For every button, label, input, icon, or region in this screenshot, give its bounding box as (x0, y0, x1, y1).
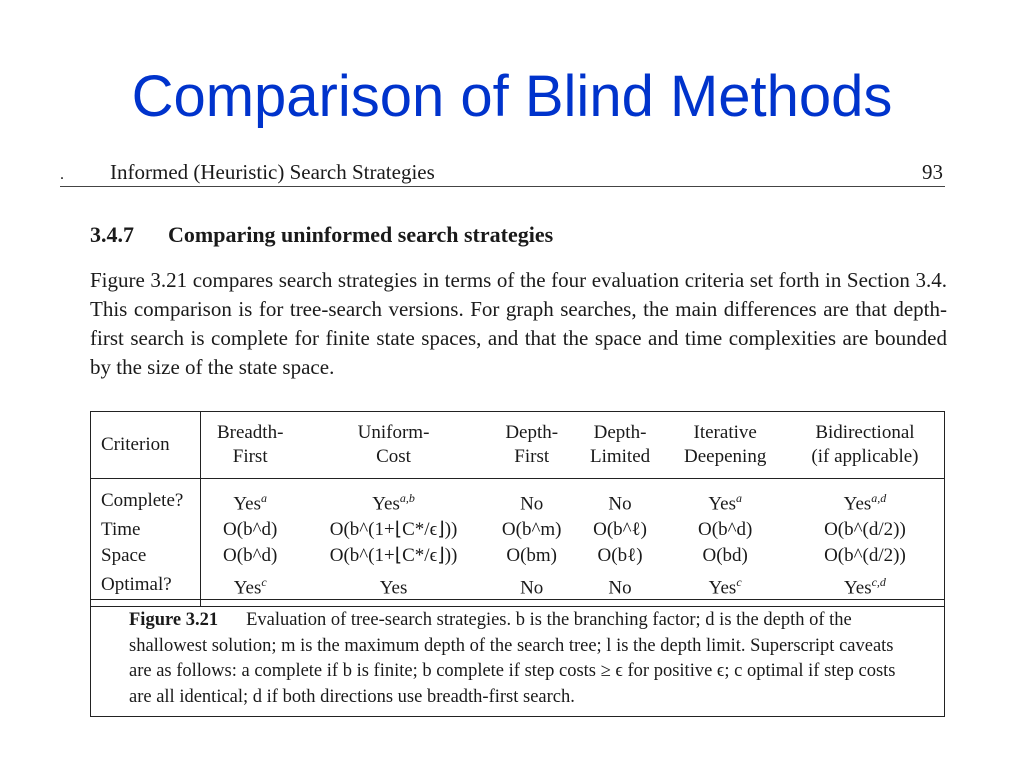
section-title: Comparing uninformed search strategies (168, 222, 554, 247)
table-cell: No (608, 493, 632, 515)
row-label: Space (91, 543, 201, 569)
table-cell: No (488, 569, 576, 606)
column-header: Depth- First (488, 412, 576, 479)
table-cell: O(b^ℓ) (593, 519, 647, 541)
table-row-time (91, 517, 944, 543)
table-row-space (91, 543, 944, 569)
body-paragraph: Figure 3.21 compares search strategies in terms of the four evaluation criteria set forth in Section 3.4. This comparison is for tree-search versions. For graph searches, the main differences are that depth-first search is complete for finite state spaces, and that the space and time complexities are bounded by the size of the state space. (90, 268, 947, 379)
table-cell: O(b^(1+⌊C*/ϵ⌋)) (329, 519, 458, 541)
table-cell: Yes$^a$ (233, 491, 267, 515)
running-head-title: Informed (Heuristic) Search Strategies (110, 160, 435, 184)
page-number: 93 (922, 160, 943, 184)
table-header-row (91, 412, 944, 479)
caption-text: Evaluation of tree-search strategies. b is the branching factor; d is the depth of the shallowest solution; m is the maximum depth of the search tree; l is the depth limit. Superscript caveats are as follows: a complete if b is finite; b complete if step costs ≥ ϵ for positive ϵ; c optimal if step costs are all identical; d if both directions use breadth-first search. (129, 610, 896, 707)
table-cell: Yes$^c$ (664, 569, 785, 606)
row-label: Complete? (91, 479, 201, 518)
table-cell: O(b^d) (223, 519, 278, 541)
column-header: Depth- Limited (576, 412, 665, 479)
section-heading (90, 222, 553, 248)
section-number: 3.4.7 (90, 222, 134, 247)
table-cell: Yes$^{a,d}$ (843, 491, 887, 515)
table-cell: No (520, 493, 544, 515)
table-cell: O(b^(d/2)) (824, 545, 906, 567)
table-cell: No (576, 569, 665, 606)
table-cell: Yes$^{c,d}$ (786, 569, 944, 606)
table-cell: Yes (299, 569, 487, 606)
table-cell: O(b^m) (501, 519, 562, 541)
running-head (60, 158, 945, 188)
table-row-complete (91, 479, 944, 518)
table-cell: O(b^d) (223, 545, 278, 567)
comparison-table (91, 412, 944, 607)
figure-caption (129, 608, 909, 710)
slide-title: Comparison of Blind Methods (131, 64, 893, 129)
table-cell: O(b^(1+⌊C*/ϵ⌋)) (329, 545, 458, 567)
column-header: Breadth- First (201, 412, 300, 479)
table-cell: O(bℓ) (597, 545, 643, 567)
running-head-marker: . (60, 166, 64, 183)
table-cell: Yes$^c$ (201, 569, 300, 606)
column-header: Uniform- Cost (299, 412, 487, 479)
caption-label: Figure 3.21 (129, 610, 219, 630)
table-cell: O(b^(d/2)) (824, 519, 906, 541)
table-row-optimal (91, 569, 944, 606)
table-cell: Yes$^{a,b}$ (372, 491, 415, 515)
table-cell: O(b^d) (698, 519, 753, 541)
header-rule (60, 186, 945, 187)
column-header: Bidirectional (if applicable) (786, 412, 944, 479)
row-label: Time (91, 517, 201, 543)
column-header: Iterative Deepening (664, 412, 785, 479)
criterion-header: Criterion (91, 412, 201, 479)
table-cell: O(bd) (702, 545, 748, 567)
caption-rule (91, 599, 944, 600)
row-label: Optimal? (91, 569, 201, 606)
table-cell: O(bm) (506, 545, 558, 567)
table-cell: Yes$^a$ (708, 491, 742, 515)
figure-3-21 (90, 411, 945, 717)
